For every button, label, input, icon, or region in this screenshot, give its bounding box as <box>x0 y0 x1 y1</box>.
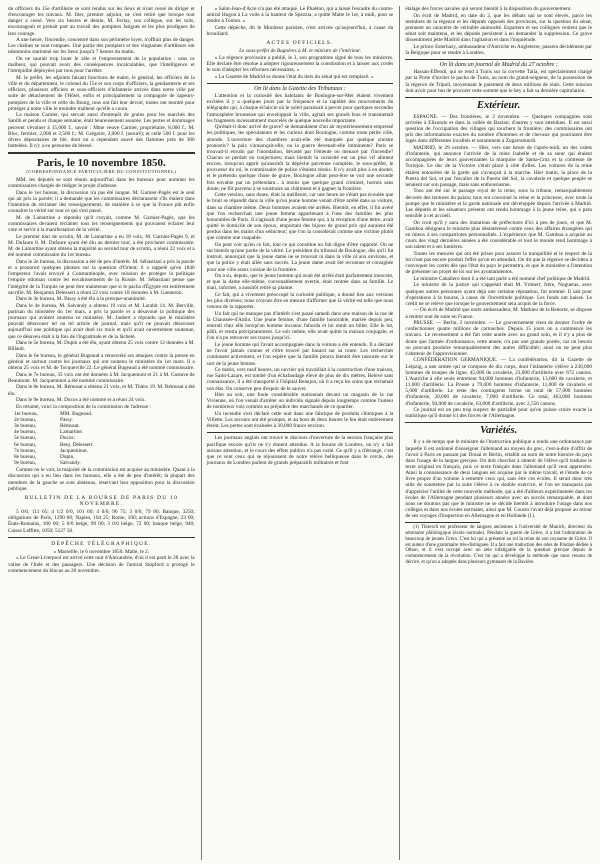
dispatch-dateline: « Marseille, le 6 novembre 1850. Malte, le 2. <box>53 548 150 555</box>
section-divider <box>405 422 592 423</box>
article-paragraph: Dans le 5e bureau, M. Dupin a été élu, ayant obtenu 25 voix contre 12 données à M. Billault. <box>8 340 195 353</box>
article-paragraph: Ce fait, qui a vivement préoccupé la curiosité publique, a donné lieu aux versions les plus diverses; nous croyons être en mesure d'affirmer que la vérité est telle que nous venons de la rapporter. <box>206 292 394 311</box>
bourse-heading: BULLETIN DE LA BOURSE DE PARIS DU 10 NOVEMBRE. <box>24 494 179 507</box>
article-paragraph: M. de Lamartine a répondu qu'il croyait, comme M. Garnier-Pagès, que les commissaires devaient réclamer tous les renseignements qui pouvaient éclairer leur vote et servir à la manifestation de la vérité. <box>8 215 195 234</box>
article-paragraph: L'attention et la curiosité des habitants de Boulogne-sur-Mer étaient vivement excitées il y a quelques jours par la fréquence et la rapidité des mouvements du télégraphe qui, à chaque éclaircie où le soleil paraissait à percer pour quelques secondes l'atmosphère brumeuse qui enveloppait la ville, agitait ses grands bras et transmettait les fragments incessamment morcelés de quelque nouvelle importante. <box>206 93 394 124</box>
article-paragraph: Dans le 4e bureau, M. Salvandy a obtenu 19 voix et M. Larabit 14. M. Berville, partisan du ministère du 1er mars, a pris la parole et a désavoué la politique des journaux qui avaient soutenu ce ministère. M. Jaubert a répondu que le ministère pouvait désavouer tel ou tel article de journal, mais qu'il ne pouvait désavouer aujourd'hui une politique qui avait duré six mois et qu'il avait ouvertement soutenue, que ce désaveu était à la fois de l'ingratitude et de la lâcheté. <box>8 302 195 340</box>
article-paragraph: Qu'était-il donc arrivé de grave? se demandaient d'un air mystérieusement empressé les politiques, les spéculateurs et les curieux dont Boulogne, comme toute petite ville, abonde. L'ouverture des chambres avait-elle été marquée par quelque sinistre pronostic? la paix s'annonçait-elle, ou la guerre devenait-elle imminente? Paris se trouvait-il envahi par l'inondation, dévasté par l'émeute ou menacé par l'incendie? Chacun se perdait en conjectures; mais bientôt la curiosité eut un plus vif aliment encore, lorsqu'on apprit qu'aussitôt la dépêche parvenue complète, le sous-préfet, le procureur du roi, le commissaire de police s'étaient réunis. Il n'y avait plus à en douter, et le prétendu quelque chose de grave, Boulogne allait peut-être se voir une seconde fois envahie par un prétendant... à moins que quelque grand criminel, hormis sans doute, ne fût parvenu à se soustraire au châtiment et à gagner la frontière. <box>206 124 394 192</box>
article-paragraph: On a su, depuis, que le jeune homme qui avait été arrêté était parfaitement innocent, et que la dame elle-même, convenablement avertie, était rentrée dans sa famille. Le mari, informé, a aussitôt retiré sa plainte. <box>206 273 394 292</box>
section-divider <box>405 97 592 98</box>
article-paragraph: Dans le 9e bureau, M. Ducos a été nommé et a réuni 24 voix. <box>16 397 146 404</box>
article-paragraph: « Saint-Jean-d'Acre n'a pas été attaqué. Le Phaëton, qui a laissé l'escadre du contre-amiral Hugon à La voile à la hauteur de Spezzia, a quitté Malte le 1er, à midi, pour se rendre à Toulon. » <box>206 6 394 25</box>
article-paragraph: Le prince Esterhazy, ambassadeur d'Autriche en Angleterre, passera décidément par la Belgique pour se rendre à Londres. <box>405 43 593 56</box>
article-paragraph: Hassan-Effendi, qui se rend à Tunis sur la corvette Talia, est spécialement chargé par la Porte d'inviter le pacha de Tunis, au nom du grand-seigneur, de la possession de la régence de Tripoli, moyennant le paiement de deux millions de réals. Cette mission doit avoir pour but de procurer cette somme que le bey a fait sa dernière capitulation. <box>405 69 593 94</box>
article-paragraph: Dans le 8e bureau, M. Rémusat a obtenu 21 voix, et M. Thiers 19. M. Rémusat a été élu. <box>8 384 195 397</box>
article-paragraph: Hier au soir, une foule considérable stationnait devant un magasin de la rue Vivienne, où l'on venait d'arrêter un individu signalé depuis longtemps comme l'auteur de nombreux vols commis au préjudice des marchands de ce quartier. <box>206 392 394 411</box>
section-divider <box>8 152 195 154</box>
commission-list <box>14 411 195 466</box>
article-paragraph: Le ministre de la justice qui s'appelait était M. Ymbert, frère, Nogueras, avec quelques autres personnes ayant déjà une certaine réputation, fut nommé. Il sait pour d'opérations à la bourse, à cause de l'incertitude politique. Les fonds ont baissé. Le crédit ne se relève que lorsque le gouvernement sera acquis de la force. <box>405 282 593 307</box>
article-paragraph: Il y a de temps que le ministre de l'instruction publique a rendu une ordonnance par laquelle il est ordonné d'enseigner l'allemand au moyen du grec, c'est-à-dire d'offrir de l'avoir à Paris en passant par Douai et Berlin, rétablit au nom de notre histoire du pays dans l'usage de la langue grecque. On doit chercher à obtenir de l'élève qu'il traduise le texte original en français, puis ce texte français dans l'allemand qu'il veut apprendre. Ainsi la connaissance de deux langues est acquise par le même travail, et l'étude de ce livre propre d'un volume à remettre ceux qui, sans être ces écoles. Il serait donc très utile de soumettre par la suite l'élève à ce double exercice, et l'on ne manquera pas d'apprécier l'utilité de cette nouvelle méthode, qui a été d'ailleurs expérimentée dans les écoles de l'Allemagne pendant plusieurs années avec un succès remarquable, et dont nous ne doutons pas que le ministre ne se décide bientôt à introduire l'usage dans nos collèges et dans nos écoles normales, ainsi que M. Cousin l'avait déjà proposé au retour de ses voyages d'inspection en Allemagne et en Hollande (1). <box>405 439 593 520</box>
article-paragraph: ESPAGNE. — Des frontières, le 2 novembre. — Quelques compagnies sont arrivées à Elizondo et dans la vallée de Baztan; d'autres y sont attendues. Il est aussi question de l'occupation des villages qui touchent la frontière; des commissaires ont pris des informations exactes du nombre d'hommes et de chevaux qui pourraient être logés dans différentes localités et notamment à Zugarramurdi. <box>405 113 593 145</box>
article-paragraph: Cette dépêche, dit le Moniteur parisien, n'est arrivée qu'aujourd'hui, à cause du brouillard. <box>206 24 394 38</box>
list-item: 2e bureau, Passy. <box>14 416 74 423</box>
column-right <box>399 6 592 860</box>
tribunaux-heading: On lit dans la Gazette des Tribunaux : <box>254 85 346 92</box>
list-item: 3e bureau, Rémusat. <box>14 423 80 430</box>
article-paragraph: Ce matin, vers neuf heures, un ouvrier qui travaillait à la construction d'une maison, rue Saint-Lazare, est tombé d'un échafaudage élevé de plus de dix mètres. Relevé sans connaissance, il a été transporté à l'hôpital Beaujon, où il a reçu les soins que réclamait son état. On conserve peu d'espoir de le sauver. <box>206 367 394 392</box>
article-paragraph: Dans le 3e bureau, M. Passy a été élu à la presque-unanimité. <box>16 296 147 303</box>
article-paragraph: MM. les députés se sont réunis aujourd'hui dans les bureaux pour nommer les commissaires chargés de rédiger le projet d'adresse. <box>8 177 195 190</box>
article-paragraph: Comme on le voit, la majorité de la commission est acquise au ministère. Quant à la discussion qui a eu lieu dans les bureaux, elle a été de peu d'intérêt; la plupart des membres de la gauche se sont abstenus, réservant leur opposition pour la discussion publique. <box>8 467 195 492</box>
telegraph-heading: DÉPÊCHE TÉLÉGRAPHIQUE. <box>51 540 152 547</box>
article-paragraph: étalage des forces navales qui seront bientôt à la disposition du gouvernement. <box>405 6 572 12</box>
section-divider <box>207 83 394 84</box>
article-paragraph: « La régence provisoire a publié, le 3, son programme signé de tous les ministres. Elle déclare être résolue à adopter rigoureusement la constitution et à laisser aux cortès le soin d'adopter les réformes nécessaires. » <box>206 54 394 74</box>
article-paragraph: MADRID, le 29 octobre. — Hier, vers une heure de l'après-midi, un des valets d'infanterie, qui annonce l'arrivée de la reine Isabelle et de sa sœur qui étaient accompagnées de leurs gouvernantes la marquise de Santa-Cruz et la comtesse de Torrejon. Le duc de la Victoire s'était placé à côté d'elles. Les voitures de la reine étaient entourées de la garde qui s'avançait à la marche. Hier matin, la place de la Puerta del Sol, et par l'escalier de la Puerta del Sol, la cavalerie et quelque peuple se tenaient sur son passage, mais sans enthousiasme. <box>405 144 593 188</box>
article-paragraph: Le premier tour de scrutin, M. de Lamartine a eu 18 voix, M. Garnier-Pagès 9, et M. Dufaure 8. M. Dufaure ayant été élu au dernier tour, a été proclamé commissaire. M. de Lamartine ayant obtenu la majorité au second tour de scrutin, a réuni 22 voix et a été nommé commissaire du 1er bureau. <box>8 233 195 259</box>
article-paragraph: Le ministre Caballero dont il a été tant parlé a été nommé chef politique de Madrid. <box>413 275 591 282</box>
column-middle <box>201 6 394 860</box>
list-item: 5e bureau, Ducos. <box>14 435 75 442</box>
dateline-heading: Paris, le 10 novembre 1850. <box>36 157 166 170</box>
article-paragraph: du officiers du 15e d'artillerie se sont rendus sur les lieux et n'ont cessé de diriger et d'encourager les travaux. M. Itier, premier adjoint, ne s'est retiré que lorsque tout danger a cessé. Vers six heures et demie, M. Ferlay, son collègue, sur les toits, encourageait et prenait part au travail des pompiers fatigués et les plus prodigues de leur courage. <box>8 6 195 37</box>
article-paragraph: On écrit de Madrid, en date du 2, que les débats qui se sont élevés, parce les membres de la régence et les députés opposés des provinces, sur la question du sénat, prennent un caractère de véritable animosité. Espartero et ses collègues veulent que le sénat soit maintenu, et les députés persistent à en demander la suppression. Ce grave dissentiment jette Madrid dans l'agitation et dans l'inquiétude. <box>405 12 593 44</box>
article-paragraph: M. le préfet, les adjoints faisant fonctions de maire, le général, les officiers de la ville et du département, le colonel du 15e et son corps d'officiers, la gendarmerie et ses officiers, plusieurs officiers et sous-officiers d'infanterie arrivés dans notre ville par suite de détachement de l'Hôtel, enfin et principalement la compagnie de sapeurs-pompiers de la ville et celle du Bourg, tous ont fait leur devoir, toutes ont montré pour protéger à notre ville le moindre malheur qu'elle a couru. <box>8 74 195 112</box>
article-paragraph: On croit qu'il y aura des mutations de préfectures d'ici à peu de jours, et que M. Gamboa désignera le ministre plus désintéressé contre ceux des affaires étrangères qui en mieux à ses compatriotes personnalités. L'expérience que M. Gamboa a acquise au cours des vingt dernières années a été considérable et tout le monde rend hommage à son talent et à ses lumières. <box>405 219 593 251</box>
article-paragraph: Dans le 1er bureau, la discussion n'a pas été longue. M. Garnier-Pagès est le seul qui ait pris la parole; il a demandé que les commissaires déclarassent s'ils étaient dans l'intention de réclamer des renseignements, de manière à ce que la France pût enfin connaître la vérité sur tout ce qui s'est passé. <box>8 190 195 215</box>
article-paragraph: Dans le 2e bureau, la discussion a été de peu d'intérêt. M. Sébastiani a pris la parole et a prononcé quelques phrases sur la question d'Orient; il a rappelé qu'en 1840 l'empereur l'avait envoyé à Constantinople, avec mission de protéger la politique l'empire ottoman contre les envahissements de la Russie. M. Sébastiani pense que l'intégrité de la Turquie ne peut être maintenue que si le pacha d'Égypte est entièrement sacrifié. M. Benjamin Delessert a réuni 22 voix contre 18 données à M. Ganneron. <box>8 258 195 296</box>
footnote-divider <box>405 522 480 523</box>
article-paragraph: CONFÉDÉRATION GERMANIQUE. — La confédération, dit la Gazette de Leipzig, a une armée qui se compose de dix corps, dont l'infanterie s'élève à 230,000 hommes de troupes de ligne, 45,000 de cavalerie, 23,000 d'artillerie avec 672 canons. L'Autriche à elle seule entretient 94,000 hommes d'infanterie, 13,600 de cavalerie, et 11,000 d'artillerie. La Prusse a 79,000 hommes d'infanterie, 11,000 de cavalerie et 5,000 d'artillerie. Le reste des contingents forme un total de 57,000 hommes d'infanterie, 20,000 de cavalerie, 7,000 d'artillerie. Ce total, 463,000 hommes d'infanterie, 94,000 de cavalerie, 63,000 d'artillerie, avec 2,556 canons. <box>405 357 593 407</box>
section-divider <box>405 59 592 60</box>
article-paragraph: Ce journal est un peu trop suspect de partialité pour qu'on puisse croire exacte la statistique qu'il donne ici des forces de l'Allemagne. <box>405 407 593 420</box>
list-item: 9e bureau, Salvandy. <box>14 460 81 467</box>
article-paragraph: Dans le 6e bureau, le général Bugeaud a renouvelé ses attaques contre la presse en général et surtout contre les journaux qui ont soutenu le ministère du 1er mars. Il a obtenu 25 voix et M. de Tocqueville 22. Le général Bugeaud a été nommé commissaire. <box>8 352 195 372</box>
article-paragraph: PRUSSE. — Berlin, 2 novembre. — Le gouvernement vient de donner l'ordre de confectionner quatre millions de cartouches. Depuis 15 jours on a commencé les travaux. Le recensement a été fait cette année avec un grand soin, et il n'y a plus de doute que l'armée d'ordonnance, cette année, n'a pas une grande portée, car un besoin ou pouvant produire remarquablement des autres difficultés; ainsi on ne peut plus s'abstenir de l'approvisionner. <box>405 320 593 357</box>
article-paragraph: Dans le 7e bureau, 35 voix ont été données à M. Jacquemont et 21 à M. Gustave de Beaumont. M. Jacqueminot a été nommé commissaire. <box>8 371 195 384</box>
article-paragraph: « La Gazette de Madrid se donne l'état du tiers du sénat qui est remplacé. » <box>214 73 374 80</box>
footnote: (1) Thiersch est professeur de langues anciennes à l'université de Munich, directeur du séminaire philologique (école normale). Pendant la guerre de Grèce, il a fait l'admiration de beaucoup de jeunes Grecs. C'est lui qui a présenté au roi la reine de son royaume de Grèce. Il est auteur d'une grammaire très-distinguée. Il a fait une traduction des odes de Pindare dédiée à Othon, et il s'est occupé avec un zèle infatigable de la question grecque depuis le commencement de la révolution. C'est lui qui a développé la méthode que nous venons de décrire, et qu'on a adoptée dans plusieurs gymnases de la Bavière. <box>405 525 593 565</box>
article-paragraph: Le jeune homme qui l'avait accompagnée dans la voiture a été entendu. Il a déclaré ne l'avoir jamais connue et s'être trouvé par hasard sur sa route. Les recherches continuent activement, et l'on espère que la famille pourra bientôt être rassurée sur le sort de la jeune femme. <box>206 342 394 367</box>
article-paragraph: A une heure, l'incendie, concentré dans son périmètre loyer, n'offrait plus de danger. Les chaînes se sont rompues. Une partie des pompiers et des vingtaines d'artilleurs ont néanmoins stationné sur les lieux jusqu'à 7 heures du matin. <box>8 37 195 56</box>
official-acts-heading: ACTES OFFICIELS. <box>266 40 334 47</box>
article-paragraph: Un fait qui ne manque pas d'intérêt s'est passé samedi dans une maison de la rue de la Chaussée-d'Antin. Une jeune femme, d'une famille honorable, mariée depuis peu, rentrait chez elle lorsqu'un homme inconnu l'aborda et lui remit un billet. Elle le lut, pâlit, et rentra précipitamment. Le soir même, elle avait quitté la maison conjugale, et l'on n'a pu retrouver ses traces jusqu'ici. <box>206 310 394 342</box>
dispatch-heading: Le sous-préfet de Bagnères à M. le ministre de l'intérieur. <box>239 48 361 55</box>
correspondence-subheading: (CORRESPONDANCE PARTICULIÈRE DU CONSTITUTIONNEL) <box>26 169 177 175</box>
varietes-heading: Variétés. <box>480 425 518 437</box>
list-item: 4e bureau, Lamartine. <box>14 429 84 436</box>
column-left <box>8 6 195 860</box>
article-paragraph: La maison Carnier, qui servait aussi d'entrepôt de grains pour les marchés des Sanilh et pendu et chaque semaine, était heureusement assurée. Les pertes et dommages peuvent s'évaluer à 15,000 f., savoir : Mme veuve Carnier, propriétaire, 8,000 f.; M. Bloc, fermier, 2,000 et 2,500 f.; M. Grégoire, 2,000 f. (assuré); et celle 500 f. pour les divers dépositaires de blé, dont on a cependant sauvé des flammes près de 300 bottelées. Il n'y a eu personne de blessé. <box>8 112 195 149</box>
article-paragraph: « Le Great-Liverpool est arrivé cette nuit d'Alexandrie, d'où il est parti le 28 avec la valise de l'Inde et des passagers. Une décision de l'amiral Stopford a prorogé le commencement du blocus au 20 novembre. <box>8 555 195 574</box>
article-paragraph: Cette version, sans doute, était la meilleure, car une heure ne s'était pas écoulée que le bruit se répandit dans la ville qu'un jeune homme venait d'être arrêté dans sa voiture, dans sa chambre même. Deux hommes avaient été arrêtés. Bientôt, en effet, il fut avéré que l'on recherchait une jeune femme appartenant à l'une des familles les plus honorables de Paris. Il s'agissait d'une jeune femme qui, à la réception d'une lettre, avait quitté le domicile de son époux, emportant des bijoux de grand prix qui auraient été perdus dans les mains d'un séducteur; que l'on la considérait comme une victime plutôt que comme une coupable. <box>206 192 394 242</box>
list-item: 6e bureau, Benj. Delessert. <box>14 441 94 448</box>
section-divider <box>8 537 195 538</box>
article-paragraph: On ne saurait trop louer le zèle et l'empressement de la population : sans ce malheur, qui pouvait avoir des conséquences incalculables, que l'intelligence et l'intrépidité déployées par tous pour l'arrêter. <box>8 56 195 75</box>
article-paragraph: Toutes les mesures qui ont été prises pour assurer la tranquillité et le respect de la loi n'ont pas encore produit l'effet qu'on en attendait. On dit que la régence se décidera à convoquer les cortès dès que l'état du pays le permettra, et que le ministère a l'intention de présenter un projet de loi sur les ayuntamientos. <box>405 250 593 276</box>
list-item: 1er bureau, MM. Bugeaud. <box>14 410 93 417</box>
list-item: 8e bureau, Dupin. <box>14 453 75 460</box>
article-paragraph: — On écrit de Madrid que notre ambassadeur, M. Mathieu de la Redorte, se dispose à rentrer tout de suite en France. <box>405 307 593 320</box>
article-paragraph: En résumé, voici la composition de la commission de l'adresse : <box>16 403 152 410</box>
article-paragraph: 5 0/0, 111 65; 4 1/2 0/0, 101 60; 4 0/0, 96 75; 3 0/0, 79 80; Banque, 3250; obligations de Paris, 1290 00; Naples, 104 25; Rome, 100; actions d'Espagne, 23 00; États-Romains, 100 00; 5 0/0 belge, 99 00; 3 0/0 belge, 72 00; banque belge, 940; Caisse Laffitte, 1050; 5127 50. <box>8 509 195 534</box>
article-paragraph: On peut voir qu'en ce fait, tout ce qui constitue un fait digne d'être rapporté. On ne sut bientôt qu'une partie de la vérité. Le président du tribunal de Boulogne, dès qu'il fut instruit, annonçait que la jeune dame ne se trouvait ni dans la ville ni aux environs, et que la police y était allée sans succès. La jeune dame avait été reconnue et consignée pour une ville assez voisine de la frontière. <box>206 241 394 273</box>
madrid-journal-heading: On lit dans un journal de Madrid du 27 octobre : <box>439 62 558 69</box>
exterieur-heading: Extérieur. <box>476 99 521 111</box>
article-paragraph: Les journaux anglais ont trouvé le discours d'ouverture de la session française plus pacifique encore qu'ils ne s'y étaient attendus. A la bourse de Londres, on n'y a fait aucune attention, et le cours des effets publics n'a pas varié. Ce qu'il y a d'étrange, c'est que ce sont ceux qui se réjouissent de notre rélève belliqueuse dans le cercle, des journaux de Londres parlent de grands préparatifs militaires et font <box>206 435 394 467</box>
article-paragraph: Un incendie s'est déclaré cette nuit dans une fabrique de produits chimiques à la Villette. Les secours ont été prompts, et au bout de deux heures le feu était entièrement éteint. Les pertes sont évaluées à 30,000 francs environ. <box>206 410 394 430</box>
article-paragraph: Tous ont été sur le passage royal de la reine, sous la tribune, remarquablement décorée des tentures du palais; tous ont couronné la reine et la princesse, avec toute la pompe que le ministère et la garde nationale ont développée depuis l'arrivée à Madrid. Les députés et les sénateurs présents ont rendu hommage à la jeune reine, qui a paru sensible à cet accueil. <box>405 188 593 220</box>
section-divider <box>207 432 394 433</box>
list-item: 7e bureau, Jacqueminot. <box>14 447 89 454</box>
